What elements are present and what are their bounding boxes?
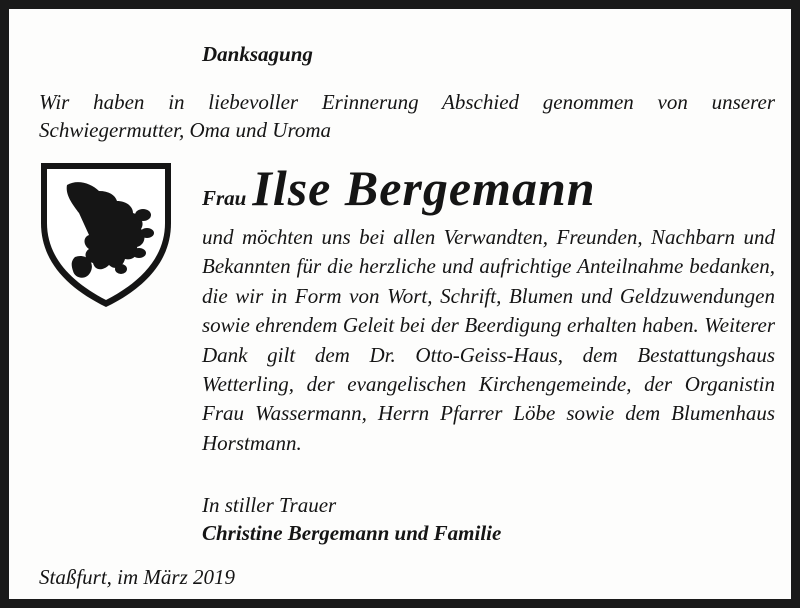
- coat-of-arms-shield-icon: [39, 161, 173, 311]
- intro-text: Wir haben in liebevoller Erinnerung Abschied genommen von unserer Schwiegermutter, Oma und Uroma: [39, 90, 775, 142]
- notice-title: Danksagung: [202, 42, 313, 66]
- place-and-date: Staßfurt, im März 2019: [39, 565, 236, 589]
- signature-family: Christine Bergemann und Familie: [202, 521, 502, 545]
- deceased-name-line: [202, 159, 596, 217]
- deceased-name: Ilse Bergemann: [252, 160, 596, 216]
- salutation: Frau: [202, 186, 247, 210]
- closing-phrase: In stiller Trauer: [202, 493, 337, 517]
- thanks-body-text: und möchten uns bei allen Verwandten, Freunden, Nachbarn und Bekannten für die herzliche und aufrichtige Anteilnahme bedanken, die wir in Form von Wort, Schrift, Blumen und Geldzuwendungen sowie ehrendem Geleit bei der Beerdigung erhalten haben. Weiterer Dank gilt dem Dr. Otto-Geiss-Haus, dem Bestattungshaus Wetterling, der evangelischen Kirchengemeinde, der Organistin Frau Wassermann, Herrn Pfarrer Löbe sowie dem Blumenhaus Horstmann.: [202, 225, 775, 455]
